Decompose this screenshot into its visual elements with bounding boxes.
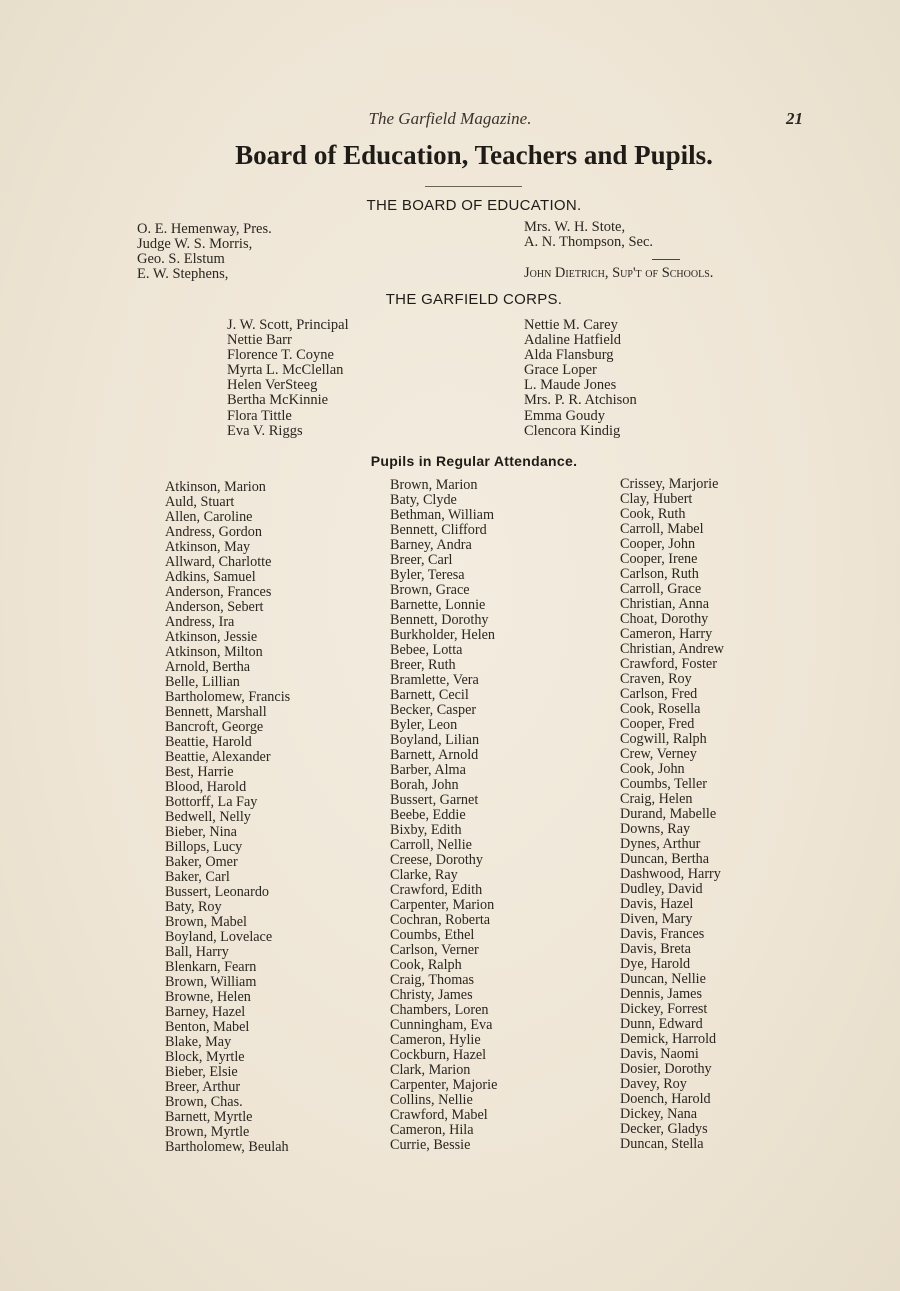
- pupil-name: Cook, Rosella: [620, 701, 701, 717]
- pupil-name: Cooper, Fred: [620, 716, 695, 732]
- pupil-name: Anderson, Frances: [165, 584, 272, 600]
- pupil-name: Bedwell, Nelly: [165, 809, 251, 825]
- pupil-name: Atkinson, Jessie: [165, 629, 258, 645]
- pupil-name: Clay, Hubert: [620, 491, 693, 507]
- pupil-name: Clark, Marion: [390, 1062, 471, 1078]
- pupil-name: Dickey, Forrest: [620, 1001, 708, 1017]
- pupil-name: Brown, William: [165, 974, 257, 990]
- pupil-name: Burkholder, Helen: [390, 627, 496, 643]
- pupil-name: Bethman, William: [390, 507, 494, 523]
- pupils-column-3: [620, 477, 724, 1152]
- pupil-name: Carpenter, Majorie: [390, 1077, 498, 1093]
- pupil-name: Bieber, Elsie: [165, 1064, 238, 1080]
- pupil-name: Bussert, Leonardo: [165, 884, 270, 900]
- pupil-name: Barney, Hazel: [165, 1004, 246, 1020]
- pupil-name: Bieber, Nina: [165, 824, 237, 840]
- pupil-name: Davis, Breta: [620, 941, 691, 957]
- board-member: Geo. S. Elstum: [137, 251, 225, 268]
- pupil-name: Christian, Anna: [620, 596, 710, 612]
- corps-left-list: [227, 318, 349, 439]
- pupil-name: Crew, Verney: [620, 746, 697, 762]
- pupil-name: Durand, Mabelle: [620, 806, 717, 822]
- pupil-name: Bebee, Lotta: [390, 642, 463, 658]
- pupil-name: Cogwill, Ralph: [620, 731, 707, 747]
- pupil-name: Brown, Grace: [390, 582, 470, 598]
- pupil-name: Baker, Omer: [165, 854, 238, 870]
- board-right-list: [524, 220, 653, 250]
- teacher-name: Clencora Kindig: [524, 422, 621, 439]
- pupil-name: Beebe, Eddie: [390, 807, 466, 823]
- pupil-name: Cochran, Roberta: [390, 912, 491, 928]
- pupil-name: Crawford, Foster: [620, 656, 717, 672]
- pupil-name: Cameron, Harry: [620, 626, 713, 642]
- pupil-name: Barnett, Myrtle: [165, 1109, 253, 1125]
- pupil-name: Barber, Alma: [390, 762, 466, 778]
- pupil-name: Clarke, Ray: [390, 867, 458, 883]
- pupil-name: Davis, Naomi: [620, 1046, 699, 1062]
- pupil-name: Boyland, Lovelace: [165, 929, 273, 945]
- pupil-name: Dennis, James: [620, 986, 702, 1002]
- pupil-name: Anderson, Sebert: [165, 599, 264, 615]
- pupil-name: Davis, Frances: [620, 926, 705, 942]
- pupil-name: Blood, Harold: [165, 779, 247, 795]
- pupil-name: Carroll, Nellie: [390, 837, 472, 853]
- pupil-name: Craig, Helen: [620, 791, 693, 807]
- page-title: Board of Education, Teachers and Pupils.: [235, 140, 713, 170]
- board-member: Judge W. S. Morris,: [137, 236, 253, 253]
- board-member: O. E. Hemenway, Pres.: [137, 221, 272, 237]
- pupil-name: Carroll, Grace: [620, 581, 702, 597]
- pupil-name: Dye, Harold: [620, 956, 691, 972]
- teacher-name: Adaline Hatfield: [524, 332, 622, 349]
- pupil-name: Downs, Ray: [620, 821, 691, 837]
- pupil-name: Brown, Myrtle: [165, 1124, 250, 1140]
- pupil-name: Byler, Teresa: [390, 567, 465, 583]
- pupil-name: Breer, Carl: [390, 552, 453, 568]
- corps-heading: THE GARFIELD CORPS.: [385, 291, 563, 308]
- corps-right-list: [524, 318, 637, 439]
- pupil-name: Duncan, Bertha: [620, 851, 710, 867]
- pupil-name: Ball, Harry: [165, 944, 229, 960]
- pupil-name: Dashwood, Harry: [620, 866, 721, 882]
- teacher-name: Grace Loper: [524, 362, 597, 379]
- pupil-name: Breer, Ruth: [390, 657, 456, 673]
- pupil-name: Christy, James: [390, 987, 473, 1003]
- pupil-name: Breer, Arthur: [165, 1079, 241, 1095]
- pupil-name: Andress, Ira: [165, 614, 235, 630]
- teacher-name: Bertha McKinnie: [227, 392, 329, 409]
- pupils-column-2: [390, 478, 497, 1153]
- pupils-column-1: [165, 480, 290, 1155]
- pupil-name: Boyland, Lilian: [390, 732, 480, 748]
- pupil-name: Decker, Gladys: [620, 1121, 708, 1137]
- pupil-name: Dunn, Edward: [620, 1016, 703, 1032]
- pupil-name: Crawford, Mabel: [390, 1107, 488, 1123]
- pupil-name: Belle, Lillian: [165, 674, 240, 690]
- teacher-name: Nettie M. Carey: [524, 317, 618, 333]
- pupil-name: Baty, Roy: [165, 899, 222, 915]
- pupil-name: Cook, John: [620, 761, 685, 777]
- pupil-name: Davey, Roy: [620, 1076, 687, 1092]
- pupil-name: Becker, Casper: [390, 702, 477, 718]
- pupil-name: Best, Harrie: [165, 764, 234, 780]
- board-member: Mrs. W. H. Stote,: [524, 219, 626, 235]
- pupil-name: Barney, Andra: [390, 537, 472, 553]
- pupil-name: Duncan, Nellie: [620, 971, 706, 987]
- pupil-name: Cook, Ralph: [390, 957, 462, 973]
- pupil-name: Carroll, Mabel: [620, 521, 704, 537]
- pupil-name: Bennett, Clifford: [390, 522, 487, 538]
- pupil-name: Carlson, Fred: [620, 686, 698, 702]
- pupil-name: Bartholomew, Francis: [165, 689, 291, 705]
- pupil-name: Browne, Helen: [165, 989, 251, 1005]
- pupil-name: Barnett, Cecil: [390, 687, 469, 703]
- pupil-name: Cooper, John: [620, 536, 696, 552]
- superintendent: John Dietrich, Sup't of Schools.: [524, 265, 714, 281]
- pupil-name: Dynes, Arthur: [620, 836, 701, 852]
- pupil-name: Auld, Stuart: [165, 494, 235, 510]
- pupil-name: Borah, John: [390, 777, 459, 793]
- pupil-name: Crissey, Marjorie: [620, 476, 719, 492]
- pupil-name: Atkinson, May: [165, 539, 251, 555]
- pupil-name: Arnold, Bertha: [165, 659, 251, 675]
- pupil-name: Davis, Hazel: [620, 896, 694, 912]
- pupil-name: Bennett, Marshall: [165, 704, 267, 720]
- pupil-name: Benton, Mabel: [165, 1019, 250, 1035]
- pupil-name: Byler, Leon: [390, 717, 458, 733]
- teacher-name: Emma Goudy: [524, 407, 605, 424]
- pupil-name: Cunningham, Eva: [390, 1017, 493, 1033]
- pupil-name: Carpenter, Marion: [390, 897, 495, 913]
- pupil-name: Brown, Mabel: [165, 914, 247, 930]
- teacher-name: Nettie Barr: [227, 332, 292, 349]
- pupil-name: Andress, Gordon: [165, 524, 262, 540]
- pupil-name: Bartholomew, Beulah: [165, 1139, 289, 1155]
- teacher-name: Eva V. Riggs: [227, 422, 303, 439]
- board-member: E. W. Stephens,: [137, 266, 229, 283]
- pupil-name: Demick, Harrold: [620, 1031, 717, 1047]
- teacher-name: Florence T. Coyne: [227, 347, 334, 364]
- pupil-name: Barnett, Arnold: [390, 747, 479, 763]
- pupil-name: Dudley, David: [620, 881, 703, 897]
- pupil-name: Crawford, Edith: [390, 882, 483, 898]
- pupil-name: Duncan, Stella: [620, 1136, 704, 1152]
- pupil-name: Dickey, Nana: [620, 1106, 698, 1122]
- pupil-name: Choat, Dorothy: [620, 611, 709, 627]
- pupil-name: Craig, Thomas: [390, 972, 475, 988]
- magazine-title: The Garfield Magazine.: [368, 109, 532, 128]
- teacher-name: Flora Tittle: [227, 407, 292, 424]
- pupil-name: Bennett, Dorothy: [390, 612, 489, 628]
- pupil-name: Bramlette, Vera: [390, 672, 479, 688]
- pupil-name: Brown, Chas.: [165, 1094, 243, 1110]
- pupil-name: Baker, Carl: [165, 869, 230, 885]
- pupil-name: Doench, Harold: [620, 1091, 711, 1107]
- pupil-name: Atkinson, Milton: [165, 644, 263, 660]
- pupil-name: Carlson, Verner: [390, 942, 479, 958]
- divider-dash: [652, 259, 680, 260]
- pupil-name: Diven, Mary: [620, 911, 693, 927]
- teacher-name: Alda Flansburg: [524, 347, 614, 364]
- pupil-name: Dosier, Dorothy: [620, 1061, 712, 1077]
- pupil-name: Brown, Marion: [390, 477, 478, 493]
- teacher-name: Myrta L. McClellan: [227, 362, 344, 379]
- teacher-name: Mrs. P. R. Atchison: [524, 392, 637, 409]
- pupil-name: Bixby, Edith: [390, 822, 462, 838]
- pupil-name: Coumbs, Teller: [620, 776, 708, 792]
- teacher-name: Helen VerSteeg: [227, 377, 318, 394]
- pupil-name: Bussert, Garnet: [390, 792, 479, 808]
- pupil-name: Carlson, Ruth: [620, 566, 699, 582]
- pupil-name: Currie, Bessie: [390, 1137, 471, 1153]
- pupil-name: Christian, Andrew: [620, 641, 725, 657]
- pupil-name: Collins, Nellie: [390, 1092, 473, 1108]
- pupil-name: Allen, Caroline: [165, 509, 253, 525]
- pupil-name: Billops, Lucy: [165, 839, 243, 855]
- teacher-name: L. Maude Jones: [524, 377, 617, 394]
- pupil-name: Cockburn, Hazel: [390, 1047, 487, 1063]
- page-number: 21: [786, 109, 803, 128]
- board-left-list: [137, 222, 272, 282]
- title-divider: [425, 186, 522, 187]
- board-member: A. N. Thompson, Sec.: [524, 234, 654, 251]
- pupil-name: Bottorff, La Fay: [165, 794, 258, 810]
- pupil-name: Adkins, Samuel: [165, 569, 256, 585]
- pupil-name: Creese, Dorothy: [390, 852, 483, 868]
- pupil-name: Coumbs, Ethel: [390, 927, 475, 943]
- pupil-name: Beattie, Alexander: [165, 749, 271, 765]
- pupil-name: Atkinson, Marion: [165, 479, 266, 495]
- pupil-name: Craven, Roy: [620, 671, 692, 687]
- pupil-name: Chambers, Loren: [390, 1002, 489, 1018]
- pupil-name: Barnette, Lonnie: [390, 597, 486, 613]
- pupil-name: Cook, Ruth: [620, 506, 686, 522]
- pupil-name: Allward, Charlotte: [165, 554, 272, 570]
- pupil-name: Blake, May: [165, 1034, 232, 1050]
- teacher-name: J. W. Scott, Principal: [227, 317, 349, 333]
- pupil-name: Cooper, Irene: [620, 551, 698, 567]
- pupil-name: Baty, Clyde: [390, 492, 457, 508]
- board-heading: THE BOARD OF EDUCATION.: [366, 197, 582, 214]
- pupil-name: Bancroft, George: [165, 719, 264, 735]
- pupil-name: Blenkarn, Fearn: [165, 959, 257, 975]
- pupils-heading: Pupils in Regular Attendance.: [370, 453, 578, 469]
- pupil-name: Block, Myrtle: [165, 1049, 245, 1065]
- pupil-name: Cameron, Hila: [390, 1122, 474, 1138]
- pupil-name: Beattie, Harold: [165, 734, 252, 750]
- pupil-name: Cameron, Hylie: [390, 1032, 481, 1048]
